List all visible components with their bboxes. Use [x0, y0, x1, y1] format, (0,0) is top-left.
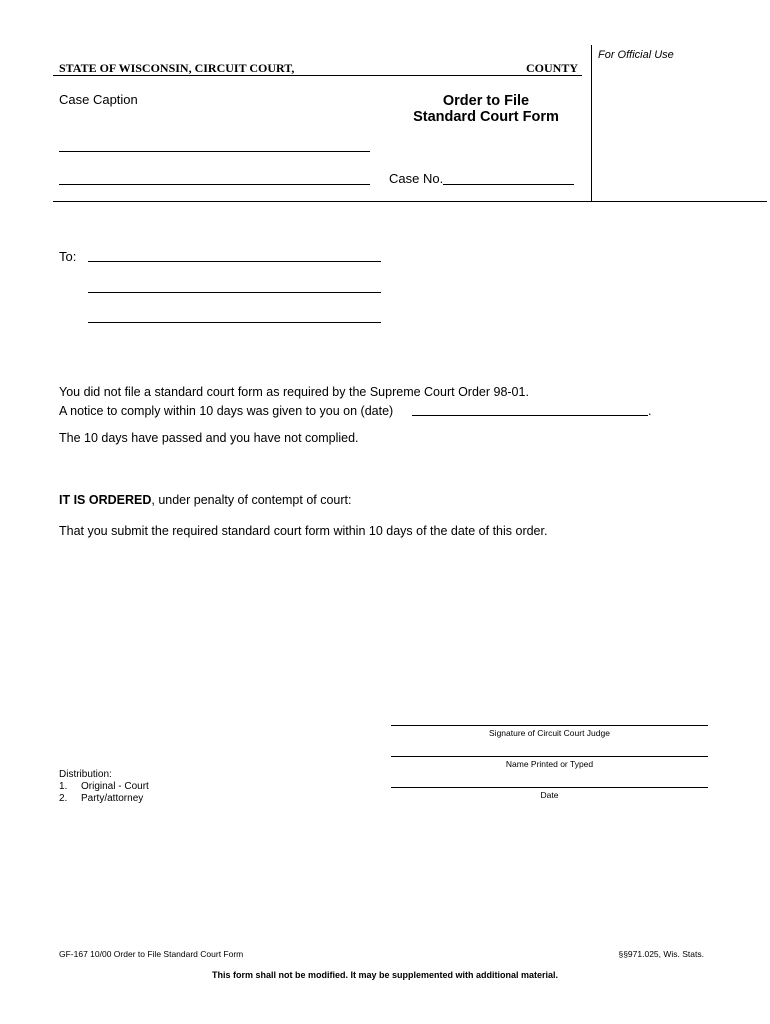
distribution-item-text: Party/attorney — [81, 793, 144, 804]
name-printed-label: Name Printed or Typed — [505, 759, 594, 769]
footer-notice: This form shall not be modified. It may be supplemented with additional material. — [211, 970, 559, 980]
distribution-item-num: 1. — [59, 781, 68, 792]
caption-line-1[interactable] — [59, 151, 370, 152]
court-name: STATE OF WISCONSIN, CIRCUIT COURT, — [59, 61, 295, 75]
ordered-bold: IT IS ORDERED — [59, 493, 152, 507]
notice-date-field[interactable] — [412, 415, 648, 416]
judge-signature-line[interactable] — [391, 725, 708, 726]
ordered-rest: , under penalty of contempt of court: — [151, 493, 352, 507]
distribution-item — [59, 781, 149, 793]
case-no-label: Case No. — [389, 171, 444, 186]
case-caption-label: Case Caption — [59, 92, 138, 107]
ordered-line — [59, 493, 352, 507]
caption-line-2[interactable] — [59, 184, 370, 185]
distribution-title: Distribution: — [59, 769, 112, 780]
notice-line-2: A notice to comply within 10 days was given to you on (date) — [59, 404, 394, 418]
submit-order-text: That you submit the required standard court form within 10 days of the date of this order. — [59, 524, 548, 538]
distribution-block — [59, 769, 149, 805]
header-bottom-rule — [53, 201, 767, 202]
county-label: COUNTY — [526, 61, 579, 75]
notice-line-1: You did not file a standard court form as required by the Supreme Court Order 98-01. — [59, 385, 529, 399]
form-title-line2: Standard Court Form — [413, 109, 559, 125]
distribution-item-text: Original - Court — [81, 781, 149, 792]
name-printed-line[interactable] — [391, 756, 708, 757]
date-line[interactable] — [391, 787, 708, 788]
judge-signature-label: Signature of Circuit Court Judge — [489, 728, 610, 738]
to-line-2[interactable] — [88, 292, 381, 293]
official-use-divider — [591, 45, 592, 201]
form-id: GF-167 10/00 Order to File Standard Court Form — [59, 949, 244, 959]
official-use-label: For Official Use — [598, 49, 674, 61]
form-title — [386, 93, 586, 125]
not-complied-text: The 10 days have passed and you have not complied. — [59, 431, 359, 445]
form-title-line1: Order to File — [442, 93, 530, 109]
statute-reference: §§971.025, Wis. Stats. — [618, 949, 704, 959]
court-line — [53, 75, 582, 76]
distribution-item — [59, 793, 149, 805]
case-no-field[interactable] — [443, 184, 574, 185]
notice-period: . — [648, 404, 652, 418]
distribution-item-num: 2. — [59, 793, 68, 804]
date-label: Date — [540, 790, 559, 800]
to-line-1[interactable] — [88, 261, 381, 262]
to-label: To: — [59, 249, 77, 264]
to-line-3[interactable] — [88, 322, 381, 323]
